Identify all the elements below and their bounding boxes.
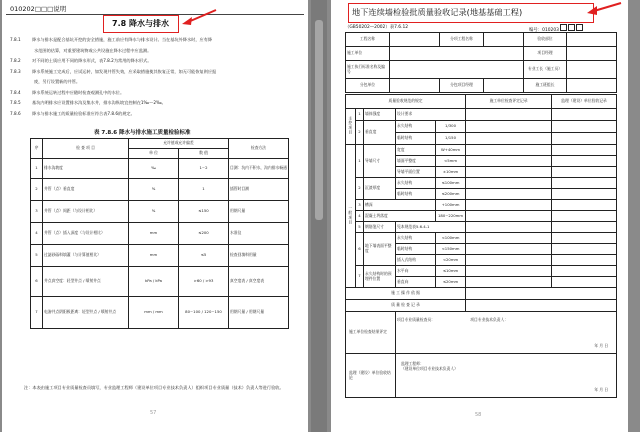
supervisor-cell[interactable] (552, 255, 617, 266)
sup-date: 年 月 日 (594, 387, 609, 393)
info-value[interactable] (390, 47, 524, 61)
table-row (31, 267, 289, 297)
check-value: 1/150 (436, 133, 466, 145)
check-sub: 宽度 (396, 145, 436, 156)
check-sub: 水平向 (396, 266, 436, 277)
check-row (346, 211, 617, 222)
self-check-cell[interactable] (466, 109, 552, 121)
th-spec: 质量验收规范的规定 (346, 95, 466, 109)
check-no: 2 (356, 121, 364, 145)
check-sub: 永久结构 (396, 178, 436, 189)
check-value: ≤200mm (436, 189, 466, 200)
spec-item-number: 7.8.6 (10, 110, 21, 116)
th-seq: 序 (31, 139, 43, 159)
info-table (345, 32, 617, 93)
left-page-header: 010202□□□说明 (10, 5, 67, 13)
cell-item: 井点真空度：轻型井点 / 喷射井点 (43, 267, 129, 297)
cell-value: 1 (179, 179, 229, 201)
eval-text: 项目专业质量检查员： (397, 317, 435, 322)
spec-item-text: 降水系统运转过程中应随时检查观测孔中的水位。 (32, 89, 125, 95)
check-item: 钢筋笼尺寸 (364, 222, 396, 233)
check-row (346, 109, 617, 121)
info-label: 分包单位 (346, 79, 390, 93)
table-note: 注：本表由施工项目专业质量检查员填写，专业监理工程师（建设单位项目专业技术负责人）组织项目专业质量（技术）负责人等进行验收。 (24, 385, 284, 390)
check-value: ≤10mm (436, 266, 466, 277)
cell-unit: kPa / kPa (129, 267, 179, 297)
self-check-cell[interactable] (466, 255, 552, 266)
self-check-cell[interactable] (466, 233, 552, 244)
eval-label: 施工单位检查结果评定 (346, 312, 396, 354)
info-label: 分包项目经理 (440, 79, 484, 93)
sup-cell[interactable] (396, 354, 617, 398)
group-label-text: 一般项目 (348, 205, 354, 225)
cell-item: 过滤砂砾料填灌（与计算值相比） (43, 245, 129, 267)
right-page (331, 0, 628, 432)
cell-method: 用钢尺量 (229, 201, 289, 223)
spec-item (10, 69, 216, 74)
check-value: ±10mm (436, 167, 466, 178)
op-basis: 施 工 操 作 依 据 (346, 288, 466, 300)
right-page-number: 58 (475, 412, 482, 418)
supervisor-cell[interactable] (552, 211, 617, 222)
table-row (31, 297, 289, 329)
eval-date: 年 月 日 (594, 343, 609, 349)
cell-seq: 6 (31, 267, 43, 297)
self-check-cell[interactable] (466, 277, 552, 288)
supervisor-cell[interactable] (552, 266, 617, 277)
cell-item: 井管（点）间距（与设计相比） (43, 201, 129, 223)
info-row (346, 47, 617, 61)
red-arrow-icon (182, 8, 218, 26)
check-table (345, 94, 617, 398)
cell-unit: mm (129, 223, 179, 245)
spec-item-text: 对不同的土质应用不同的降水形式，表7.8.2为常用的降水形式。 (32, 58, 152, 63)
cell-value: 1~2 (179, 159, 229, 179)
supervisor-cell[interactable] (552, 200, 617, 211)
info-label: 项目经理 (524, 47, 567, 61)
check-value: <20mm (436, 255, 466, 266)
eval-cell[interactable] (396, 312, 617, 354)
check-row (346, 178, 617, 189)
spec-item-text: 基坑内明排水应设置排水沟及集水井，排水沟纵坡宜控制在1‰～2‰。 (32, 100, 166, 105)
cell-item: 电渗井点阴阳极距离：轻型井点 / 喷射井点 (43, 297, 129, 329)
table-row (31, 201, 289, 223)
th-item: 检 查 项 目 (43, 139, 129, 159)
spec-item-text: 水范围的估算，对重要建筑物或公共设施在降水过程中应监测。 (34, 47, 152, 53)
cell-unit: % (129, 179, 179, 201)
check-no: 1 (356, 145, 364, 178)
cell-seq: 3 (31, 201, 43, 223)
spec-item-text: 降水系统施工完成后，应试运转，如发现井管失效，应采取措施使其恢复正常，如无可能恢复则应报 (32, 68, 217, 74)
th-sup: 监理（建设）单位验收记录 (552, 95, 617, 109)
check-no: 1 (356, 109, 364, 121)
spec-item (10, 37, 212, 42)
cell-method: 检查回填料用量 (229, 245, 289, 267)
info-value[interactable] (390, 79, 440, 93)
spec-item-number: 7.8.4 (10, 89, 21, 95)
check-item: 垂直度 (364, 121, 396, 145)
red-arrow-icon (587, 0, 623, 16)
supervisor-cell[interactable] (552, 121, 617, 133)
spec-item (10, 90, 124, 95)
supervisor-cell[interactable] (552, 109, 617, 121)
check-no: 2 (356, 178, 364, 200)
check-sub: 垂直向 (396, 277, 436, 288)
supervisor-cell[interactable] (552, 167, 617, 178)
check-value: <100mm (436, 233, 466, 244)
supervisor-cell[interactable] (552, 133, 617, 145)
cell-unit: % (129, 201, 179, 223)
quality-table (30, 138, 289, 329)
check-value: ≤20mm (436, 277, 466, 288)
vertical-scrollbar[interactable] (311, 0, 327, 432)
spec-item-text: 降水与排水是配合基坑开挖的安全措施，施工前应有降水与排水设计。当在基坑外降水时，应有降 (32, 37, 213, 42)
cell-method: 目测：坑内不积水，沟内排水畅通 (229, 159, 289, 179)
th-method: 检查方法 (229, 139, 289, 159)
qc-record: 质 量 检 查 记 录 (346, 300, 466, 312)
sup-text2: （建设单位项目专业技术负责人） (401, 365, 458, 371)
info-value[interactable] (390, 33, 440, 47)
left-page (2, 0, 308, 432)
info-value[interactable] (484, 33, 524, 47)
self-check-cell[interactable] (466, 200, 552, 211)
info-row (346, 33, 617, 47)
check-sub: 插入式结构 (396, 255, 436, 266)
scrollbar-thumb[interactable] (315, 20, 323, 220)
self-check-cell[interactable] (466, 145, 552, 156)
check-sub: 设计要求 (396, 109, 466, 121)
info-label: 施工执行标准名称及编号 (346, 61, 390, 79)
spec-item-text: 废，另行设置新的井管。 (34, 79, 81, 84)
info-label: 施工班组长 (524, 79, 567, 93)
check-row (346, 233, 617, 244)
record-code-label: 编号：010203 (529, 28, 559, 33)
self-check-cell[interactable] (466, 222, 552, 233)
check-row (346, 121, 617, 133)
table-title: 表 7.8.6 降水与排水施工质量检验标准 (94, 130, 191, 136)
spec-item-number: 7.8.5 (10, 100, 21, 105)
check-value: +100mm (436, 200, 466, 211)
check-sub: 永久结构 (396, 233, 436, 244)
left-section-title: 7.8 降水与排水 (112, 19, 169, 28)
supervisor-cell[interactable] (552, 277, 617, 288)
check-item: 槽深 (364, 200, 436, 211)
spec-item (10, 58, 152, 63)
self-check-cell[interactable] (466, 189, 552, 200)
table-row (31, 245, 289, 267)
info-row (346, 79, 617, 93)
check-value: <5mm (436, 156, 466, 167)
info-label: 施工单位 (346, 47, 390, 61)
self-check-cell[interactable] (466, 211, 552, 222)
self-check-cell[interactable] (466, 266, 552, 277)
check-value: <150mm (436, 244, 466, 255)
table-row (31, 223, 289, 245)
sup-text: 监理工程师： (401, 361, 424, 366)
check-no: 3 (356, 200, 364, 211)
cell-method: 插管时目测 (229, 179, 289, 201)
supervisor-cell[interactable] (552, 189, 617, 200)
cell-value: ≤150 (179, 201, 229, 223)
cell-item: 井管（点）垂直度 (43, 179, 129, 201)
spec-item-number: 7.8.2 (10, 58, 21, 63)
eval-text2: 项目专业技术负责人： (470, 317, 509, 322)
info-label: 验收部位 (524, 33, 567, 47)
supervisor-cell[interactable] (552, 178, 617, 189)
info-label: 工程名称 (346, 33, 390, 47)
supervisor-cell[interactable] (552, 156, 617, 167)
info-value[interactable] (567, 33, 617, 47)
group-label (346, 145, 356, 288)
cell-item: 井管（点）插入深度（与设计相比） (43, 223, 129, 245)
info-row (346, 61, 617, 79)
standard-code: （GB50202—2002）表7.6.12 (345, 25, 409, 30)
check-sub: 见本规范表5.6.4-1 (396, 222, 466, 233)
spec-item-text: 降水与排水施工的质量检验标准应符合表7.8.6的规定。 (32, 110, 135, 116)
op-basis-value[interactable] (466, 288, 617, 300)
info-value[interactable] (567, 61, 617, 79)
check-item: 沉渣厚度 (364, 178, 396, 200)
check-sub: 临时结构 (396, 189, 436, 200)
cell-seq: 1 (31, 159, 43, 179)
info-label: 专业工长（施工员） (524, 61, 567, 79)
cell-value: 80~100 / 120~150 (179, 297, 229, 329)
spec-item-number: 7.8.1 (10, 37, 21, 42)
group-label (346, 109, 356, 145)
check-row (346, 200, 617, 211)
cell-unit: ‰ (129, 159, 179, 179)
info-value[interactable] (390, 61, 524, 79)
cell-unit: mm / mm (129, 297, 179, 329)
table-row (31, 159, 289, 179)
table-row (31, 179, 289, 201)
th-value: 数 值 (179, 149, 229, 159)
sup-label: 监理（建设）单位验收结论 (346, 354, 396, 398)
check-no: 5 (356, 222, 364, 233)
qc-record-value[interactable] (466, 300, 617, 312)
check-value: ≤100mm (436, 178, 466, 189)
self-check-cell[interactable] (466, 244, 552, 255)
self-check-cell[interactable] (466, 156, 552, 167)
check-value: 1/300 (436, 121, 466, 133)
spec-item (10, 79, 80, 84)
cell-value: ≤5 (179, 245, 229, 267)
check-item: 地下墙表面平整度 (364, 233, 396, 266)
check-item: 永久结构时的预埋件位置 (364, 266, 396, 288)
check-row (346, 145, 617, 156)
check-value: W+40mm (436, 145, 466, 156)
info-value[interactable] (567, 79, 617, 93)
cell-seq: 4 (31, 223, 43, 245)
check-sub: 临时结构 (396, 244, 436, 255)
cell-item: 排水沟坡度 (43, 159, 129, 179)
cell-seq: 2 (31, 179, 43, 201)
info-value[interactable] (567, 47, 617, 61)
supervisor-cell[interactable] (552, 233, 617, 244)
cell-method: 真空度表 / 真空度表 (229, 267, 289, 297)
left-page-number: 57 (150, 410, 157, 416)
cell-value: ≤200 (179, 223, 229, 245)
th-unit: 单 位 (129, 149, 179, 159)
check-item: 混凝土坍落度 (364, 211, 436, 222)
info-label: 分项工程名称 (440, 33, 484, 47)
cell-seq: 5 (31, 245, 43, 267)
spec-item (10, 111, 135, 116)
check-sub: 临时结构 (396, 133, 436, 145)
spec-item (10, 100, 166, 105)
check-item: 导墙尺寸 (364, 145, 396, 178)
self-check-cell[interactable] (466, 167, 552, 178)
check-no: 6 (356, 233, 364, 266)
spec-item-number: 7.8.3 (10, 68, 21, 74)
check-sub: 永久结构 (396, 121, 436, 133)
spec-item (10, 48, 151, 53)
check-row (346, 266, 617, 277)
check-no: 7 (356, 266, 364, 288)
info-value[interactable] (484, 79, 524, 93)
self-check-cell[interactable] (466, 178, 552, 189)
self-check-cell[interactable] (466, 121, 552, 133)
right-form-title: 地下连续墙检验批质量验收记录(地基基础工程) (352, 7, 523, 17)
th-allow: 允许值或允许偏差 (129, 139, 229, 149)
cell-method: 水准仪 (229, 223, 289, 245)
cell-value: >60 / >93 (179, 267, 229, 297)
check-no: 4 (356, 211, 364, 222)
cell-seq: 7 (31, 297, 43, 329)
self-check-cell[interactable] (466, 133, 552, 145)
check-item: 墙体强度 (364, 109, 396, 121)
check-sub: 墙面平整度 (396, 156, 436, 167)
cell-method: 用钢尺量 / 用钢尺量 (229, 297, 289, 329)
supervisor-cell[interactable] (552, 222, 617, 233)
check-row (346, 222, 617, 233)
check-sub: 导墙平面位置 (396, 167, 436, 178)
cell-unit: mm (129, 245, 179, 267)
th-self: 施工单位检查评定记录 (466, 95, 552, 109)
check-value: 180~220mm (436, 211, 466, 222)
supervisor-cell[interactable] (552, 244, 617, 255)
group-label-text: 主控项目 (348, 116, 354, 136)
supervisor-cell[interactable] (552, 145, 617, 156)
